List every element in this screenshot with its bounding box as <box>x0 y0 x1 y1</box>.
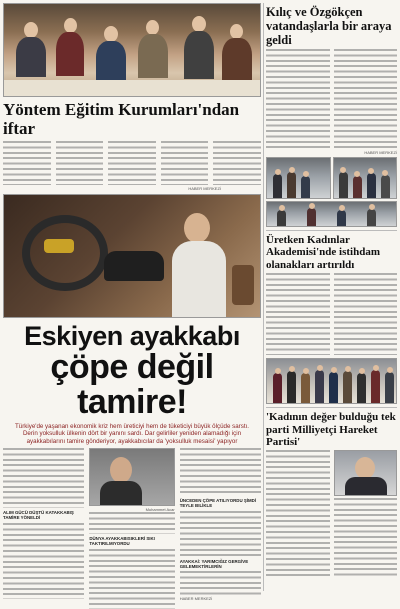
side-column <box>266 3 397 591</box>
shoe-headline-line2: çöpe değil tamire! <box>50 348 214 421</box>
portrait-caption: Muhammet Acar <box>145 507 175 513</box>
kilic-headline: Kılıç ve Özgökçen vatandaşlarla bir araya geldi <box>266 5 392 47</box>
kilic-photo-3 <box>266 201 397 227</box>
subhead: ÜNCEDEN ÇÖPE ATILIYORDU ŞİMDİ TEYLE BILİKLE <box>179 498 257 509</box>
mhp-headline: 'Kadının değer bulduğu tek parti Milliyetçi Hareket Partisi' <box>266 411 396 449</box>
shoe-deck: Türkiye'de yaşanan ekonomik kriz hem üreticiyi hem de tüketiciyi büyük ölçüde sarstı. Derin yoksulluk ülkenin dört bir yanını sardı. Dar gelirliler yeniden alamadığı için ayakkabılarını tamire gönderiyor, ayakkabıcılar da 'yoksulluk mesaisi' yapıyor <box>14 423 249 445</box>
iftar-photo <box>3 3 261 97</box>
akademi-headline: Üretken Kadınlar Akademisi'nde istihdam olanakları artırıldı <box>266 234 380 271</box>
subhead: DÜNYA AYAKKABISIKLERİ SIKI TAKTIRILMIYORDU <box>89 536 155 547</box>
mhp-article-body <box>266 450 397 576</box>
iftar-byline: HABER MERKEZİ <box>188 186 221 191</box>
akademi-article-body <box>266 273 397 355</box>
cobbler-portrait <box>89 448 174 506</box>
kilic-photo-2 <box>333 157 398 199</box>
kilic-article-body <box>266 49 397 149</box>
shoe-article-body <box>3 448 261 608</box>
kilic-photo-1 <box>266 157 331 199</box>
kilic-byline: HABER MERKEZİ <box>364 150 397 155</box>
kilic-photos <box>266 157 397 199</box>
subhead: AYAKKAİ: YARIMCIĞIZ GERGİVE GELEMEKTİRLERİN <box>179 558 249 569</box>
akademi-photo <box>266 358 397 404</box>
main-column <box>3 3 261 602</box>
shoe-byline: HABER MERKEZİ <box>179 596 213 602</box>
mhp-portrait <box>334 450 398 496</box>
column-divider <box>263 3 264 591</box>
subhead: ALIM GÜCÜ DÜŞTÜ KATAKKABIŞ TAMİRE YÖNELDİ <box>3 510 74 521</box>
iftar-article-body <box>3 141 261 185</box>
iftar-headline: Yöntem Eğitim Kurumları'ndan iftar <box>3 100 240 138</box>
shoe-headline-line1: Eskiyen ayakkabı <box>24 321 240 351</box>
shoemaker-photo <box>3 194 261 318</box>
